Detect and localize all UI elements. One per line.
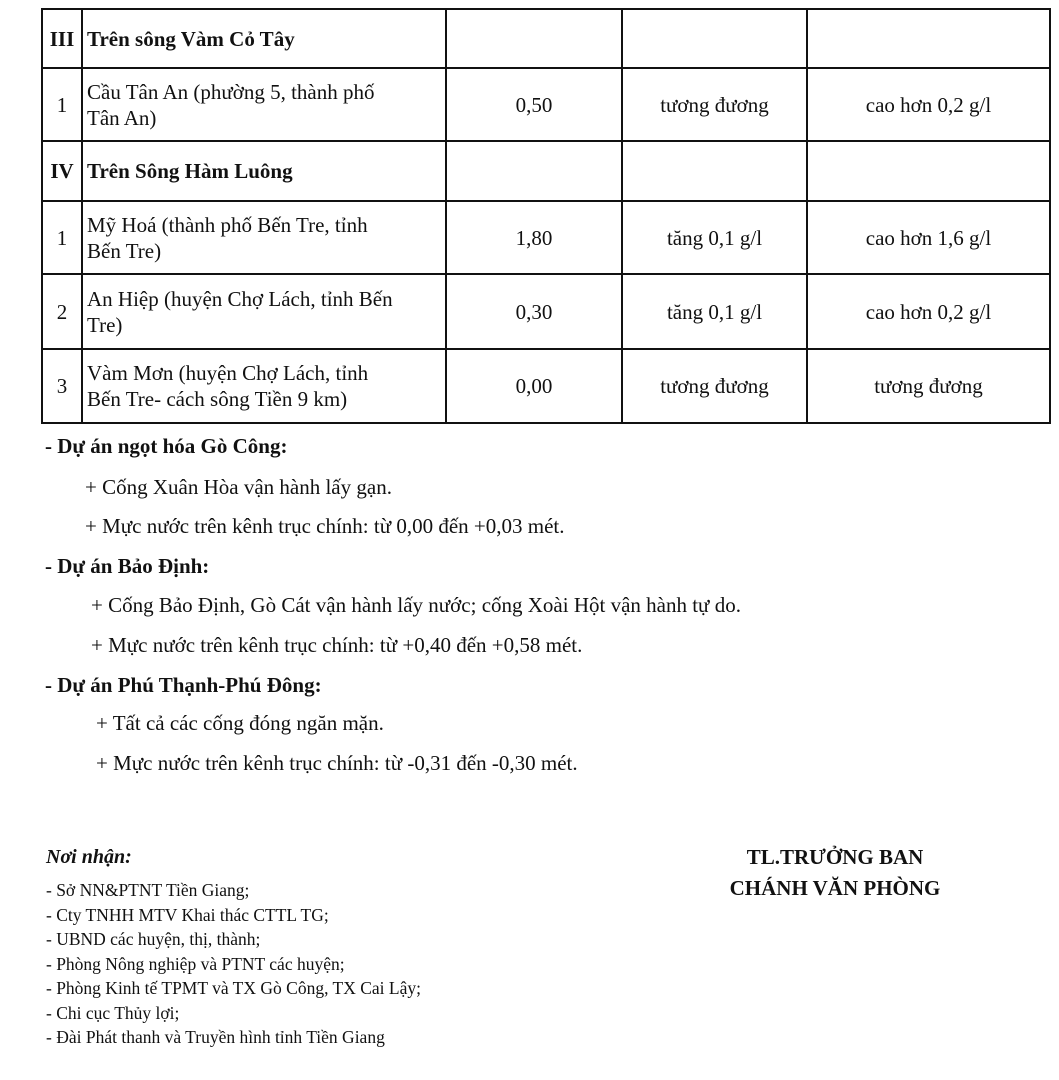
empty-cell [807, 9, 1050, 68]
recipients-title: Nơi nhận: [46, 846, 132, 868]
station-name-line: Tre) [87, 312, 123, 337]
salinity-value: 0,50 [446, 68, 622, 141]
project-heading: - Dự án Phú Thạnh-Phú Đông: [45, 673, 322, 697]
list-item: - UBND các huyện, thị, thành; [46, 929, 261, 949]
station-name [82, 349, 446, 423]
station-name [82, 201, 446, 274]
project-heading: - Dự án Bảo Định: [45, 554, 210, 578]
row-number: 2 [42, 274, 82, 349]
section-title: Trên Sông Hàm Luông [82, 141, 446, 201]
section-number: IV [42, 141, 82, 201]
list-item: - Chi cục Thủy lợi; [46, 1002, 180, 1023]
section-title: Trên sông Vàm Cỏ Tây [82, 9, 446, 68]
compare-prev-day: tăng 0,1 g/l [622, 274, 807, 349]
list-item: - Đài Phát thanh và Truyền hình tỉnh Tiền Giang [46, 1027, 385, 1047]
project-item: + Mực nước trên kênh trục chính: từ 0,00 đến +0,03 mét. [85, 514, 565, 538]
compare-other: cao hơn 1,6 g/l [807, 201, 1050, 274]
empty-cell [622, 9, 807, 68]
project-heading: - Dự án ngọt hóa Gò Công: [45, 434, 288, 458]
station-name-line: Bến Tre) [87, 238, 162, 263]
table-row [42, 68, 1050, 141]
empty-cell [807, 141, 1050, 201]
station-name-line: An Hiệp (huyện Chợ Lách, tỉnh Bến [87, 286, 393, 311]
list-item: - Phòng Kinh tế TPMT và TX Gò Công, TX Cai Lậy; [46, 978, 421, 998]
station-name-line: Mỹ Hoá (thành phố Bến Tre, tỉnh [87, 212, 368, 237]
row-number: 1 [42, 68, 82, 141]
row-number: 1 [42, 201, 82, 274]
salinity-table-container [41, 8, 1049, 424]
station-name-line: Cầu Tân An (phường 5, thành phố [87, 79, 375, 104]
compare-other: tương đương [807, 349, 1050, 423]
compare-prev-day: tương đương [622, 349, 807, 423]
section-number: III [42, 9, 82, 68]
salinity-table [41, 8, 1051, 424]
table-row [42, 349, 1050, 423]
salinity-value: 0,00 [446, 349, 622, 423]
list-item: - Sở NN&PTNT Tiền Giang; [46, 880, 250, 900]
empty-cell [446, 141, 622, 201]
project-item: + Cống Bảo Định, Gò Cát vận hành lấy nước; cống Xoài Hột vận hành tự do. [91, 593, 741, 617]
project-item: + Cống Xuân Hòa vận hành lấy gạn. [85, 475, 392, 499]
station-name [82, 68, 446, 141]
project-item: + Tất cả các cống đóng ngăn mặn. [96, 711, 384, 735]
station-name-line: Tân An) [87, 105, 157, 130]
section-row [42, 141, 1050, 201]
signature-title: TL.TRƯỞNG BAN [746, 845, 924, 869]
compare-other: cao hơn 0,2 g/l [807, 274, 1050, 349]
station-name-line: Bến Tre- cách sông Tiền 9 km) [87, 387, 348, 411]
table-row [42, 274, 1050, 349]
list-item: - Cty TNHH MTV Khai thác CTTL TG; [46, 904, 329, 925]
list-item: - Phòng Nông nghiệp và PTNT các huyện; [46, 953, 345, 974]
recipients-list [46, 878, 421, 1050]
table-row [42, 201, 1050, 274]
project-item: + Mực nước trên kênh trục chính: từ +0,40 đến +0,58 mét. [91, 633, 583, 657]
section-row [42, 9, 1050, 68]
compare-prev-day: tăng 0,1 g/l [622, 201, 807, 274]
compare-other: cao hơn 0,2 g/l [807, 68, 1050, 141]
row-number: 3 [42, 349, 82, 423]
empty-cell [446, 9, 622, 68]
project-item: + Mực nước trên kênh trục chính: từ -0,31 đến -0,30 mét. [96, 751, 578, 775]
salinity-value: 0,30 [446, 274, 622, 349]
empty-cell [622, 141, 807, 201]
station-name [82, 274, 446, 349]
salinity-value: 1,80 [446, 201, 622, 274]
signature-position: CHÁNH VĂN PHÒNG [729, 876, 941, 900]
compare-prev-day: tương đương [622, 68, 807, 141]
station-name-line: Vàm Mơn (huyện Chợ Lách, tỉnh [87, 361, 369, 385]
